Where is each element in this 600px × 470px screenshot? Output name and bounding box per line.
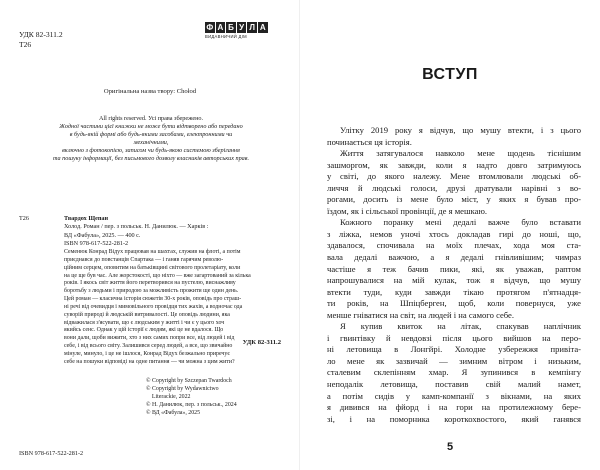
rights-notice xyxy=(52,115,250,164)
text-line: Я купив квиток на літак, спакував наплічник xyxy=(340,321,581,332)
text-line: частіше я теж бачив пики, які, як уважав, раптом xyxy=(327,263,581,274)
annotation-line: суворій природі й людській витривалості. Це оповідь людини, яка xyxy=(64,311,230,318)
bib-author: Твардох Щепан xyxy=(64,215,109,222)
rights-reserved: All rights reserved. Усі права збережено. xyxy=(98,115,204,122)
rights-line: в будь-якій формі або будь-якими засобами, електронними чи механічними, xyxy=(69,131,233,147)
rights-line: Жодної частини цієї книжки не може бути відтворено або передано xyxy=(59,123,243,131)
original-title: Оригінальна назва твору: Chołod xyxy=(103,88,197,95)
page-number: 5 xyxy=(446,441,454,453)
bib-isbn: ISBN 978-617-522-281-2 xyxy=(64,239,129,247)
udk-code: УДК 82-311.2 xyxy=(19,30,63,39)
text-line: а потім сидів у камп-компанії з вікнами, на яких xyxy=(327,390,581,401)
bib-details xyxy=(64,223,281,248)
copyright-block xyxy=(146,378,237,418)
text-line: ні летовища в Лонгйрі. Холодне узбережжя привіта- xyxy=(327,344,581,355)
text-line: неподалік летовища, поставив свій малий намет, xyxy=(327,379,581,390)
annotation xyxy=(64,249,281,367)
right-page xyxy=(300,0,600,470)
rights-text xyxy=(52,123,250,163)
logo-letter: А xyxy=(217,23,224,32)
text-line: ло мене як зазвичай — зимним вітром і низьким, xyxy=(327,355,581,366)
publisher-logo-word xyxy=(205,22,269,33)
udk-bottom: УДК 82-311.2 xyxy=(242,339,281,346)
annotation-line: вони дали, щоби вижити, хто з них самих попри все, від людей і від xyxy=(64,335,235,342)
copyright-line: © ВД «Фабула», 2025 xyxy=(146,409,201,416)
text-line: їздом, як і сільської провінції, де я мешкаю. xyxy=(327,205,488,216)
text-line: напрошувалися на мій кулак, тож я відчув, що мушу xyxy=(327,275,581,286)
copyright-line: © Н. Данилюк, пер. з польськ., 2024 xyxy=(146,401,237,408)
annotation-line: якийсь сенс. Однак у цій історії є людям, які це не вдалося. Що xyxy=(64,327,224,334)
text-line: і гвинтівку й невдовзі після цього вийшов на перо- xyxy=(327,332,581,343)
chapter-title: ВСТУП xyxy=(422,66,478,83)
logo-letter: У xyxy=(237,22,247,33)
text-line: починається ця історія. xyxy=(327,136,412,147)
text-line: ти років, на Шпіцберген, щоб, коли повернуся, уже xyxy=(327,298,581,309)
rights-line: включно з фотокопією, записом чи будь-якою системою зберігання xyxy=(62,147,240,155)
annotation-line: себе, і від всього світу. Залишився серед людей, а все, що звичайно xyxy=(64,343,233,350)
text-line: Життя затягувалося навколо мене щодень тіснішим xyxy=(340,148,581,159)
text-line: сталевим склепінням хмар. Я зупинився в кемпінгу xyxy=(327,367,581,378)
text-line: у світі, до якого належу. Мене втомлювали людські об- xyxy=(327,171,581,182)
annotation-line: років. І якось світ життя його перетворився на пустелю, виснажливу xyxy=(64,280,236,287)
rights-line: та пошуку інформації, без письмового дозволу власників авторських прав. xyxy=(52,155,250,163)
text-line: личчя й людські голоси, друзі дратували нарівні з во- xyxy=(327,182,581,193)
text-line: зі, і на поморника короткохвостого, який ганявся xyxy=(327,413,581,424)
publisher-logo xyxy=(205,22,269,39)
annotation-line: Цей роман — класична історія сюжетів 30-х років, оповідь про страш- xyxy=(64,296,242,303)
text-line: я дивився на фйорд і на гори на протилежному бере- xyxy=(327,402,581,413)
text-line: втекти туди, куди завжди тікаю протягом п'ятнадця- xyxy=(327,286,581,297)
bib-line: Холод. Роман / пер. з польськ. Н. Данилюк. — Харків : xyxy=(64,223,209,231)
text-line: рогами, досить із мене було міст, у яких я бував про- xyxy=(327,194,581,205)
udk-t26: Т26 xyxy=(19,40,32,49)
publisher-tagline: ВИДАВНИЧИЙ ДІМ xyxy=(205,34,247,39)
annotation-line: приєднався до повстанців Спартака — і ганяв гарячим револю- xyxy=(64,256,224,263)
annotation-line: на це ще був час. Але жорстокості, що ніхто — вже загартований за кілька xyxy=(64,272,251,279)
text-line: вала дедалі важчою, а я дедалі гнівливішим; чимраз xyxy=(327,252,581,263)
text-line: здавалося, спочивала на моїх плечах, хода моя ста- xyxy=(327,240,581,251)
annotation-line: ційним серцем, оповитим на батьківщині світового пролетаріату, коли xyxy=(64,264,241,271)
annotation-line: Семенюк Конрад Відух працював на шахтах, служив на флоті, а потім xyxy=(64,249,241,255)
copyright-line: © Copyright by Wydawnictwo xyxy=(146,385,219,392)
bib-line: ВД «Фабула», 2025. — 400 с. xyxy=(64,231,141,239)
text-line: Кожного поранку мені дедалі важче було вставати xyxy=(340,217,581,228)
udk-block xyxy=(19,30,63,50)
logo-letter: Б xyxy=(228,23,234,32)
annotation-line: ні речі від очевидця і мимовільного провідця тих жахів, а водночас ода xyxy=(64,303,243,310)
text-line: зашморгом, як завжди, коли я надто довго затримуюсь xyxy=(327,159,581,170)
logo-letter: А xyxy=(259,23,266,32)
annotation-line: мінуле, минуло, і це не ішлося, Конрад Відух безжально приречує xyxy=(64,350,230,357)
copyright-line: © Copyright by Szczepan Twardoch xyxy=(146,378,232,384)
text-line: Улітку 2019 року я відчув, що мушу втекти, і з цього xyxy=(340,125,581,135)
chapter-text xyxy=(327,125,581,425)
isbn-bottom: ISBN 978-617-522-281-2 xyxy=(19,450,84,457)
annotation-line: себе на пошуки відповіді на одне питання — чи можна з цим жити? xyxy=(64,358,235,365)
annotation-line: боротьбу з людьми і природою за можливість прожити ще один день. xyxy=(64,288,239,295)
copyright-line: Literackie, 2022 xyxy=(146,393,191,400)
text-line: менше гніватися на світ, на людей і на самого себе. xyxy=(327,309,515,320)
annotation-line: відважилася з'ясувати, що є людським у житті і чи є у цього хоч xyxy=(64,319,225,326)
bib-index: Т26 xyxy=(19,215,29,222)
logo-letter: Ф xyxy=(206,23,214,32)
text-line: з ліжка, немов уночі хтось докладав гирі до ноші, що, xyxy=(327,228,581,239)
logo-letter: Л xyxy=(249,23,255,32)
